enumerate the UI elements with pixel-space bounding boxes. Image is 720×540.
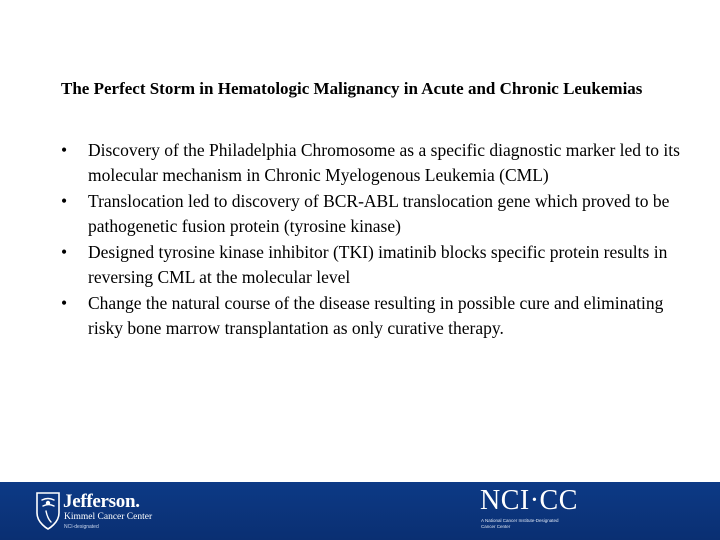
bullet-text: Discovery of the Philadelphia Chromosome as a specific diagnostic marker led to its molecular mechanism in Chronic Myelogenous Leukemia (CML) xyxy=(88,140,680,185)
bullet-list xyxy=(61,138,701,342)
jefferson-logo-designation: NCI-designated xyxy=(64,524,99,530)
bullet-dot: • xyxy=(61,242,68,262)
bullet-item xyxy=(61,240,701,289)
bullet-item xyxy=(61,189,701,238)
bullet-text: Designed tyrosine kinase inhibitor (TKI) imatinib blocks specific protein results in reversing CML at the molecular level xyxy=(88,242,668,287)
jefferson-logo-subtitle: Kimmel Cancer Center xyxy=(64,512,153,522)
bullet-dot: • xyxy=(61,140,68,160)
bullet-text: Translocation led to discovery of BCR-ABL translocation gene which proved to be pathogenetic fusion protein (tyrosine kinase) xyxy=(88,191,670,236)
slide-title: The Perfect Storm in Hematologic Malignancy in Acute and Chronic Leukemias xyxy=(61,79,643,98)
nccc-logo-name: NCI·CC xyxy=(480,485,578,516)
bullet-item xyxy=(61,138,701,187)
bullet-dot: • xyxy=(61,191,68,211)
jefferson-logo-name: Jefferson. xyxy=(63,491,140,512)
nccc-logo-tagline: A National Cancer Institute-Designated Cancer Center xyxy=(481,518,559,529)
bullet-item xyxy=(61,291,701,340)
bullet-text: Change the natural course of the disease resulting in possible cure and eliminating risky bone marrow transplantation as only curative therapy. xyxy=(88,293,664,338)
bullet-dot: • xyxy=(61,293,68,313)
